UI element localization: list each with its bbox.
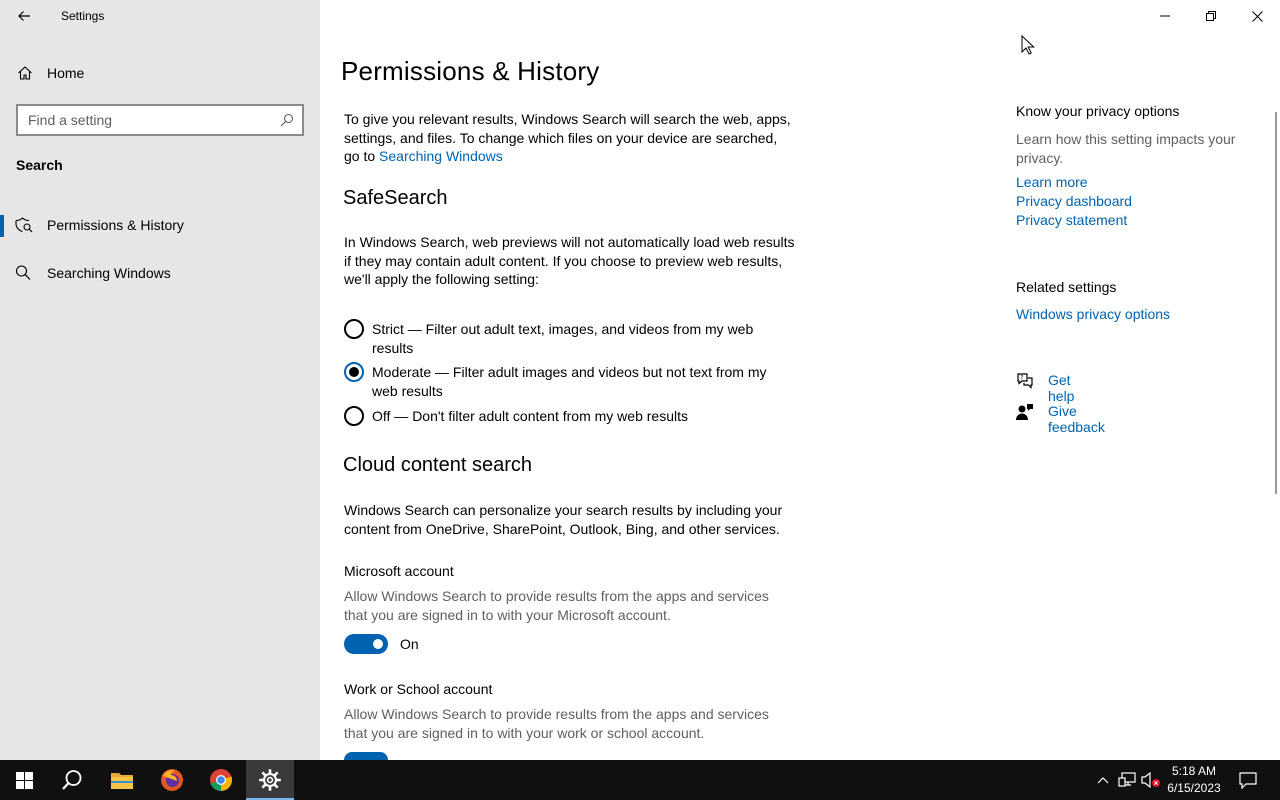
search-icon [61, 769, 83, 791]
shield-search-icon [15, 217, 33, 233]
folder-icon [110, 770, 134, 790]
network-icon [1118, 772, 1136, 788]
network-tray-button[interactable] [1117, 770, 1137, 790]
gear-icon [259, 769, 281, 791]
firefox-button[interactable] [148, 760, 196, 800]
find-setting-search-box[interactable] [16, 104, 304, 136]
microsoft-account-toggle[interactable] [344, 634, 388, 654]
close-button[interactable] [1234, 0, 1280, 32]
privacy-options-text: Learn how this setting impacts your privacy. [1016, 131, 1236, 166]
taskbar [0, 760, 1280, 800]
sidebar-item-searching-windows[interactable] [0, 253, 320, 293]
search-icon [15, 265, 33, 281]
page-title: Permissions & History [341, 56, 600, 86]
windows-privacy-options-link[interactable]: Windows privacy options [1016, 306, 1171, 322]
show-hidden-icons-button[interactable] [1093, 770, 1113, 790]
home-label: Home [47, 65, 85, 81]
start-button[interactable] [0, 760, 48, 800]
safesearch-heading: SafeSearch [343, 187, 448, 209]
cloud-content-description: Windows Search can personalize your search results by including your content from OneDrive, SharePoint, Outlook, Bing, and other services. [344, 502, 783, 537]
safesearch-description: In Windows Search, web previews will not automatically load web results if they may contain adult content. If you choose to preview web results, we'll apply the following setting: [344, 234, 795, 287]
microsoft-account-toggle-state: On [400, 636, 419, 652]
taskbar-search-button[interactable] [48, 760, 96, 800]
related-settings-heading: Related settings [1016, 279, 1117, 295]
notification-icon [1239, 772, 1257, 789]
back-arrow-icon [17, 10, 31, 22]
chrome-icon [209, 768, 233, 792]
privacy-statement-link[interactable]: Privacy statement [1016, 212, 1128, 228]
get-help-icon [1016, 372, 1034, 390]
taskbar-clock[interactable] [1160, 763, 1228, 797]
radio-circle[interactable] [344, 319, 364, 339]
get-help-link[interactable]: Get help [1048, 372, 1075, 404]
minimize-icon [1160, 11, 1170, 21]
chevron-up-icon [1097, 776, 1109, 784]
volume-tray-button[interactable] [1141, 770, 1161, 790]
home-nav-item[interactable] [0, 57, 320, 89]
mouse-cursor-icon [1021, 35, 1035, 55]
work-account-toggle[interactable] [344, 752, 388, 760]
radio-circle[interactable] [344, 362, 364, 382]
radio-circle[interactable] [344, 406, 364, 426]
section-heading: Search [16, 157, 63, 173]
radio-moderate[interactable] [344, 362, 784, 400]
close-icon [1252, 11, 1263, 22]
cloud-content-heading: Cloud content search [343, 454, 533, 476]
action-center-button[interactable] [1238, 770, 1258, 790]
sidebar-item-label: Permissions & History [47, 217, 184, 233]
settings-taskbar-button[interactable] [246, 760, 294, 800]
windows-logo-icon [16, 772, 33, 789]
radio-label: Off — Don't filter adult content from my web results [372, 408, 688, 424]
chrome-button[interactable] [197, 760, 245, 800]
clock-date: 6/15/2023 [1167, 781, 1221, 795]
clock-time: 5:18 AM [1171, 764, 1217, 778]
volume-muted-icon [1141, 772, 1161, 788]
firefox-icon [160, 768, 184, 792]
svg-text:?: ? [1020, 374, 1024, 382]
privacy-dashboard-link[interactable]: Privacy dashboard [1016, 193, 1132, 209]
radio-label: Strict — Filter out adult text, images, and videos from my web results [372, 321, 754, 356]
give-feedback-link[interactable]: Give feedback [1048, 403, 1105, 435]
work-account-description: Allow Windows Search to provide results from the apps and services that you are signed in to with your work or school account. [344, 706, 769, 741]
searching-windows-link[interactable]: Searching Windows [379, 148, 503, 164]
back-button[interactable] [0, 0, 48, 32]
find-setting-input[interactable] [28, 111, 268, 129]
sidebar-item-label: Searching Windows [47, 265, 171, 281]
sidebar [0, 0, 320, 760]
sidebar-item-permissions-history[interactable] [0, 205, 320, 245]
intro-text: To give you relevant results, Windows Search will search the web, apps, settings, and files. To change which files on your device are searched, go to [344, 111, 791, 164]
radio-off[interactable] [344, 406, 784, 428]
restore-button[interactable] [1188, 0, 1234, 32]
give-feedback-icon [1016, 403, 1034, 421]
app-title: Settings [61, 9, 105, 23]
work-account-label: Work or School account [344, 681, 493, 697]
privacy-options-heading: Know your privacy options [1016, 103, 1180, 119]
radio-label: Moderate — Filter adult images and videos but not text from my web results [372, 364, 767, 399]
file-explorer-button[interactable] [98, 760, 146, 800]
radio-strict[interactable] [344, 319, 784, 357]
minimize-button[interactable] [1142, 0, 1188, 32]
microsoft-account-description: Allow Windows Search to provide results from the apps and services that you are signed in to with your Microsoft account. [344, 588, 769, 623]
intro-paragraph [344, 110, 796, 166]
scrollbar[interactable] [1275, 112, 1277, 494]
microsoft-account-label: Microsoft account [344, 563, 454, 579]
learn-more-link[interactable]: Learn more [1016, 174, 1088, 190]
restore-icon [1206, 11, 1216, 21]
search-icon[interactable] [280, 113, 294, 127]
home-icon [17, 65, 33, 81]
